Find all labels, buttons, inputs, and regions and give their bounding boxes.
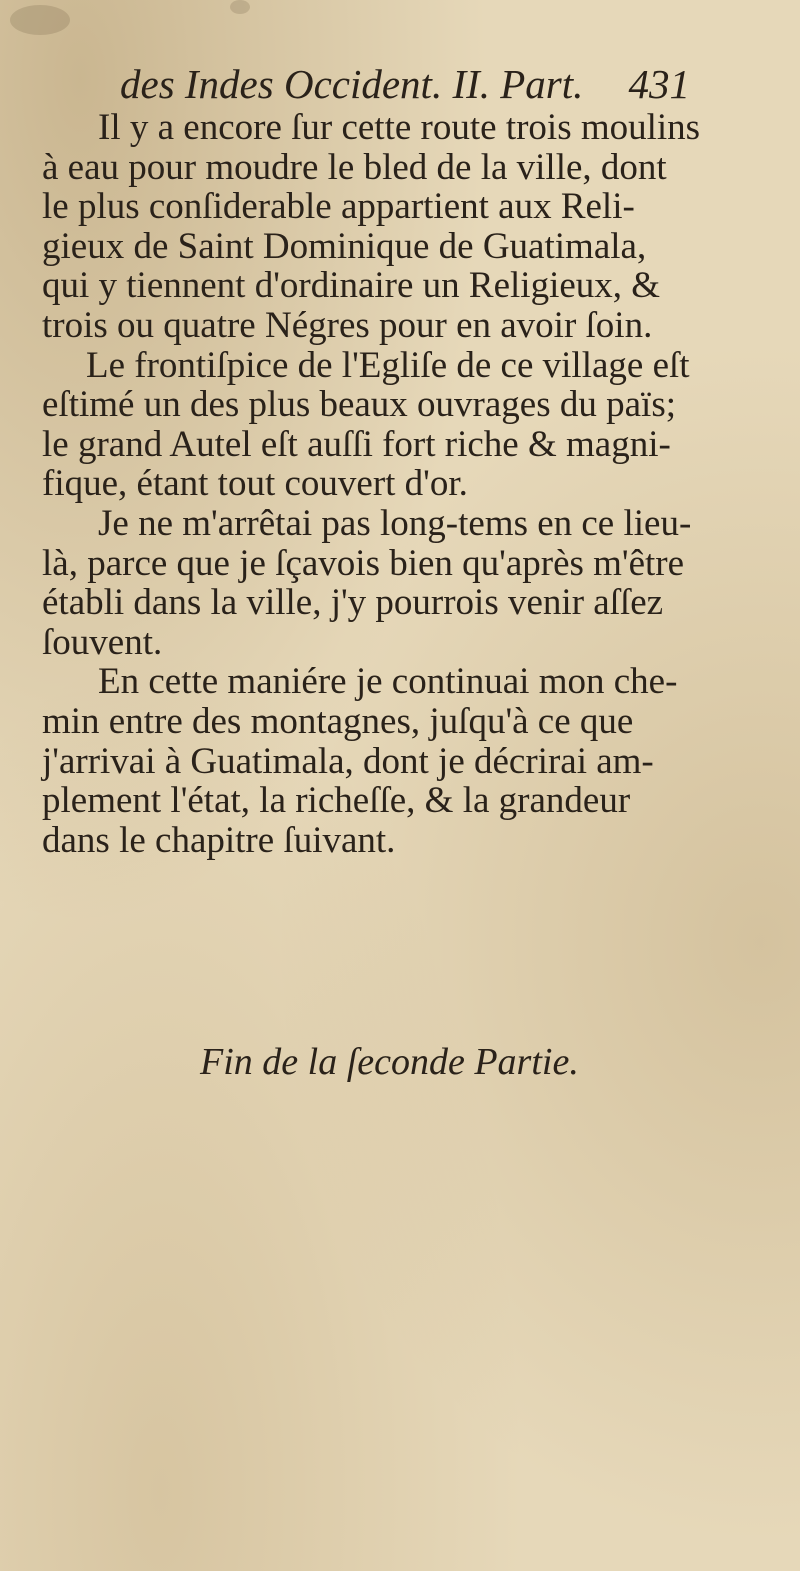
text-line: là, parce que je ſçavois bien qu'après m'être <box>42 542 685 584</box>
body-text <box>42 108 742 860</box>
text-line: j'arrivai à Guatimala, dont je décrirai am- <box>42 740 654 782</box>
end-of-part-note: Fin de la ſeconde Partie. <box>200 1041 579 1083</box>
running-title: des Indes Occident. II. Part. <box>120 61 584 107</box>
page-header <box>120 60 690 110</box>
paragraph <box>42 346 742 504</box>
text-line: ſouvent. <box>42 621 163 663</box>
text-line: En cette maniére je continuai mon che- <box>98 661 678 703</box>
text-line: Je ne m'arrêtai pas long-tems en ce lieu- <box>98 502 692 544</box>
text-line: plement l'état, la richeſſe, & la grandeur <box>42 780 631 822</box>
text-line: à eau pour moudre le bled de la ville, dont <box>42 146 667 188</box>
text-line: qui y tiennent d'ordinaire un Religieux, & <box>42 265 661 307</box>
text-line: Il y a encore ſur cette route trois moulins <box>98 107 701 148</box>
page-number: 431 <box>628 61 690 107</box>
text-line: gieux de Saint Dominique de Guatimala, <box>42 225 647 267</box>
text-line: Le frontiſpice de l'Egliſe de ce village eſt <box>86 344 690 386</box>
text-line: établi dans la ville, j'y pourrois venir aſſez <box>42 582 664 624</box>
paper-stain <box>10 5 70 35</box>
text-line: min entre des montagnes, juſqu'à ce que <box>42 700 634 742</box>
paragraph <box>42 662 742 860</box>
paragraph <box>42 108 742 346</box>
text-line: le grand Autel eſt auſſi fort riche & magni- <box>42 423 671 465</box>
text-line: le plus conſiderable appartient aux Reli- <box>42 186 635 228</box>
text-line: dans le chapitre ſuivant. <box>42 819 396 861</box>
text-line: eſtimé un des plus beaux ouvrages du païs; <box>42 384 677 426</box>
paper-stain <box>230 0 250 14</box>
paragraph <box>42 504 742 662</box>
text-line: trois ou quatre Négres pour en avoir ſoin. <box>42 304 653 346</box>
text-line: fique, étant tout couvert d'or. <box>42 463 468 505</box>
